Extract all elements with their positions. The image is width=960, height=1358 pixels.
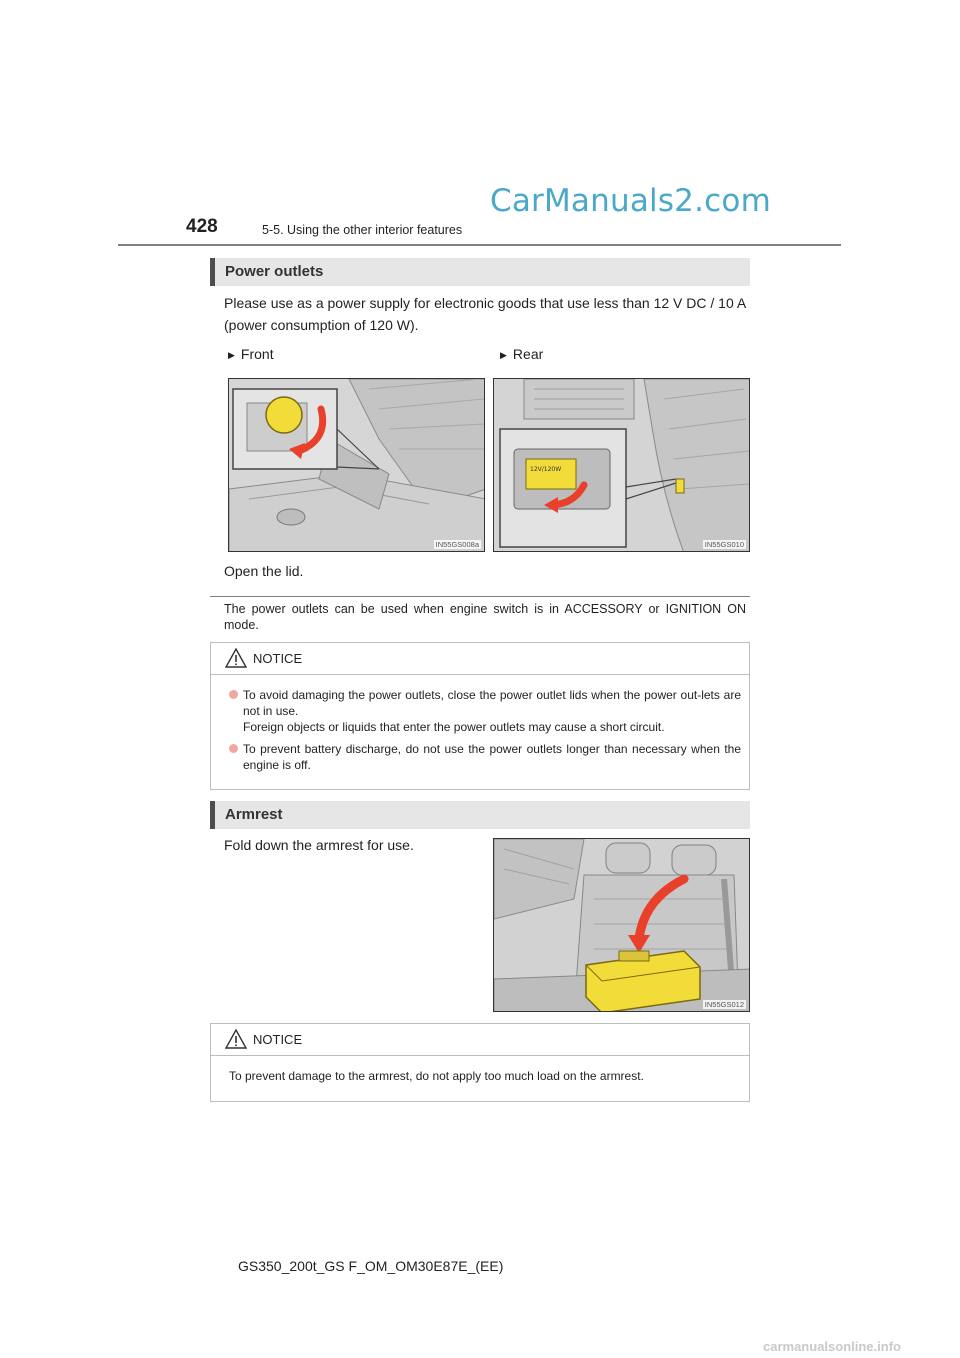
document-code-footer: GS350_200t_GS F_OM_OM30E87E_(EE) <box>238 1258 504 1274</box>
front-outlet-illustration <box>228 378 485 552</box>
armrest-illustration <box>493 838 750 1012</box>
warning-triangle-icon <box>225 648 247 668</box>
bullet-dot-icon <box>229 690 238 699</box>
section-heading-armrest <box>210 801 750 829</box>
image-code: IN55GS012 <box>704 1000 744 1009</box>
notice-text: To prevent damage to the armrest, do not apply too much load on the armrest. <box>229 1069 644 1083</box>
bullet-dot-icon <box>229 744 238 753</box>
notice-label: NOTICE <box>253 651 303 666</box>
notice-header <box>211 1024 749 1056</box>
notice-item: To avoid damaging the power outlets, close the power outlet lids when the power out-lets are not in use. Foreign objects or liquids that enter the power outlets may cause a short circuit. <box>229 687 741 735</box>
watermark-footer: carmanualsonline.info <box>763 1339 901 1354</box>
notice-header <box>211 643 749 675</box>
divider <box>210 596 750 597</box>
section-heading-text: Power outlets <box>225 263 324 280</box>
power-outlets-note: The power outlets can be used when engine switch is in ACCESSORY or IGNITION ON mode. <box>224 602 746 632</box>
outlet-lid <box>526 459 576 489</box>
header-divider <box>118 244 841 246</box>
notice-item: To prevent battery discharge, do not use the power outlets longer than necessary when the engine is off. <box>229 741 741 773</box>
watermark-logo: CarManuals2.com <box>490 183 771 219</box>
section-heading-power-outlets <box>210 258 750 286</box>
rear-console-drawing <box>494 379 750 552</box>
image-code: IN55GS008a <box>435 540 479 549</box>
warning-triangle-icon <box>225 1029 247 1049</box>
notice-box-power-outlets <box>210 642 750 790</box>
outlet-lid <box>266 397 302 433</box>
page-number: 428 <box>186 216 218 237</box>
chapter-title: 5-5. Using the other interior features <box>262 223 463 237</box>
rear-seat-drawing <box>494 839 750 1012</box>
outlet-tag: 12V/120W <box>530 466 562 473</box>
armrest-instruction: Fold down the armrest for use. <box>224 837 414 853</box>
triangle-bullet-icon: ▶ <box>228 350 235 360</box>
triangle-bullet-icon: ▶ <box>500 350 507 360</box>
front-console-drawing <box>229 379 485 552</box>
rear-outlet-illustration <box>493 378 750 552</box>
section-heading-text: Armrest <box>225 806 283 823</box>
power-outlets-intro: Please use as a power supply for electronic goods that use less than 12 V DC / 10 A (power consumption of 120 W). <box>224 295 746 333</box>
front-view-label: ▶ Front <box>228 346 274 362</box>
rear-view-label: ▶ Rear <box>500 346 544 362</box>
image-code: IN55GS010 <box>704 540 744 549</box>
open-lid-instruction: Open the lid. <box>224 563 304 579</box>
notice-box-armrest <box>210 1023 750 1102</box>
notice-label: NOTICE <box>253 1032 303 1047</box>
